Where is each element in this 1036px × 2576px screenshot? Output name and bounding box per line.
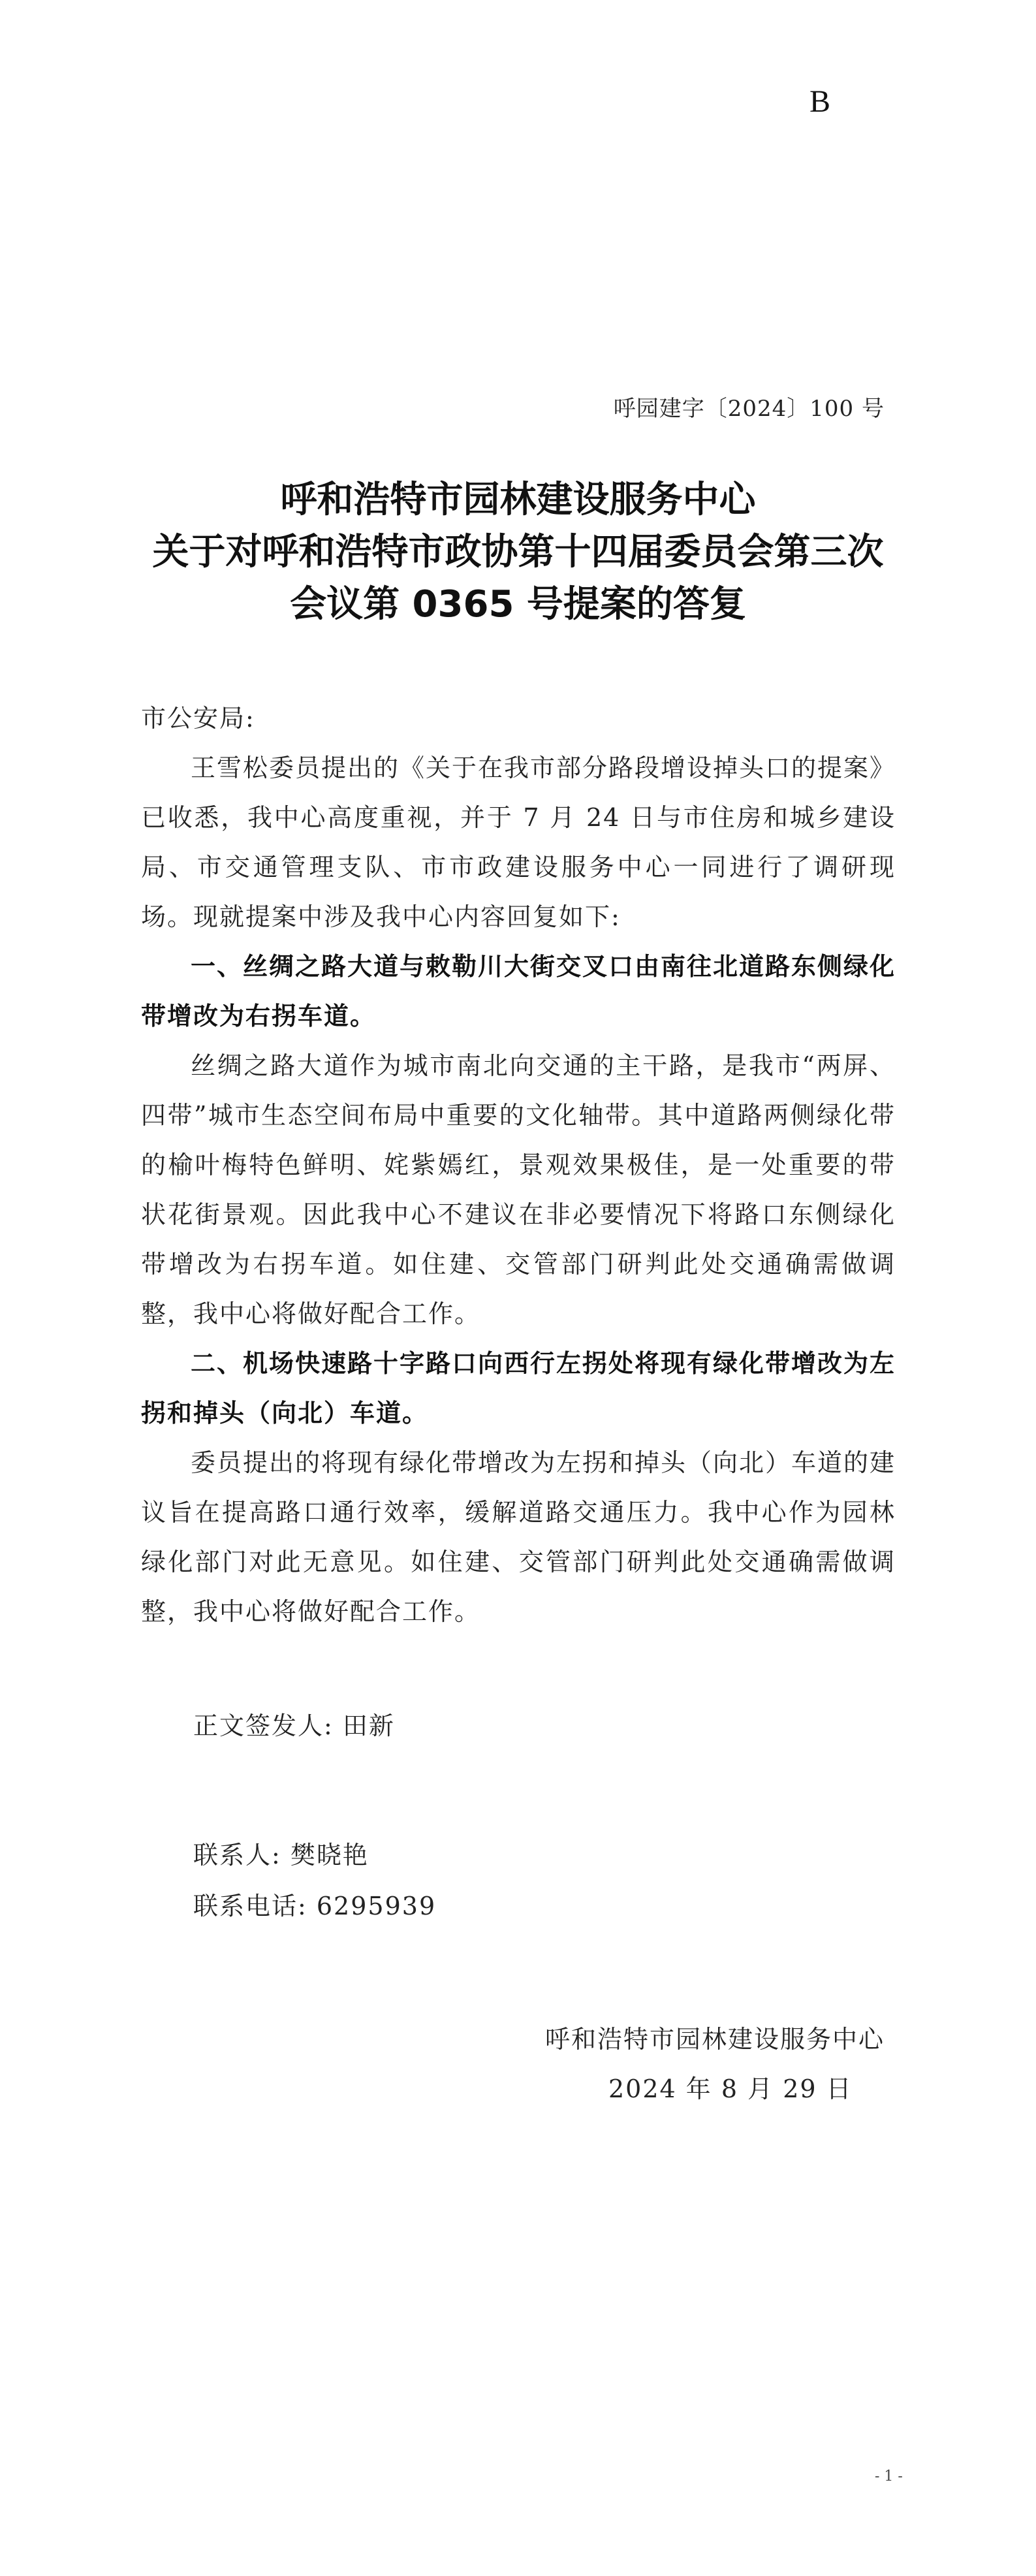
issuing-organization: 呼和浩特市园林建设服务中心	[544, 2025, 885, 2054]
addressee: 市公安局:	[141, 704, 255, 733]
intro-paragraph: 王雪松委员提出的《关于在我市部分路段增设掉头口的提案》已收悉，我中心高度重视，并于 7 月 24 日与市住房和城乡建设局、市交通管理支队、市市政建设服务中心一同进行了调研现场。现就提案中涉及我中心内容回复如下:	[141, 754, 896, 931]
document-title	[0, 474, 1036, 631]
title-line-3: 会议第 0365 号提案的答复	[290, 583, 746, 626]
title-line-2: 关于对呼和浩特市政协第十四届委员会第三次	[152, 531, 884, 573]
contact-person: 联系人: 樊晓艳	[193, 1841, 369, 1869]
corner-mark: B	[809, 84, 831, 119]
section-heading-2: 二、机场快速路十字路口向西行左拐处将现有绿化带增改为左拐和掉头（向北）车道。	[141, 1349, 896, 1427]
contact-phone: 联系电话: 6295939	[193, 1892, 437, 1920]
section-heading-1: 一、丝绸之路大道与敕勒川大街交叉口由南往北道路东侧绿化带增改为右拐车道。	[141, 952, 896, 1030]
document-body	[141, 693, 896, 1636]
document-number: 呼园建字〔2024〕100 号	[613, 396, 885, 422]
section-paragraph-1: 丝绸之路大道作为城市南北向交通的主干路，是我市“两屏、四带”城市生态空间布局中重要的文化轴带。其中道路两侧绿化带的榆叶梅特色鲜明、姹紫嫣红，景观效果极佳，是一处重要的带状花街景观。因此我中心不建议在非必要情况下将路口东侧绿化带增改为右拐车道。如住建、交管部门研判此处交通确需做调整，我中心将做好配合工作。	[141, 1051, 896, 1328]
title-line-1: 呼和浩特市园林建设服务中心	[280, 479, 756, 521]
section-paragraph-2: 委员提出的将现有绿化带增改为左拐和掉头（向北）车道的建议旨在提高路口通行效率，缓解道路交通压力。我中心作为园林绿化部门对此无意见。如住建、交管部门研判此处交通确需做调整，我中心将做好配合工作。	[141, 1448, 896, 1626]
issue-date: 2024 年 8 月 29 日	[608, 2075, 853, 2103]
signer-line: 正文签发人: 田新	[193, 1711, 395, 1740]
page-number: - 1 -	[875, 2468, 903, 2485]
